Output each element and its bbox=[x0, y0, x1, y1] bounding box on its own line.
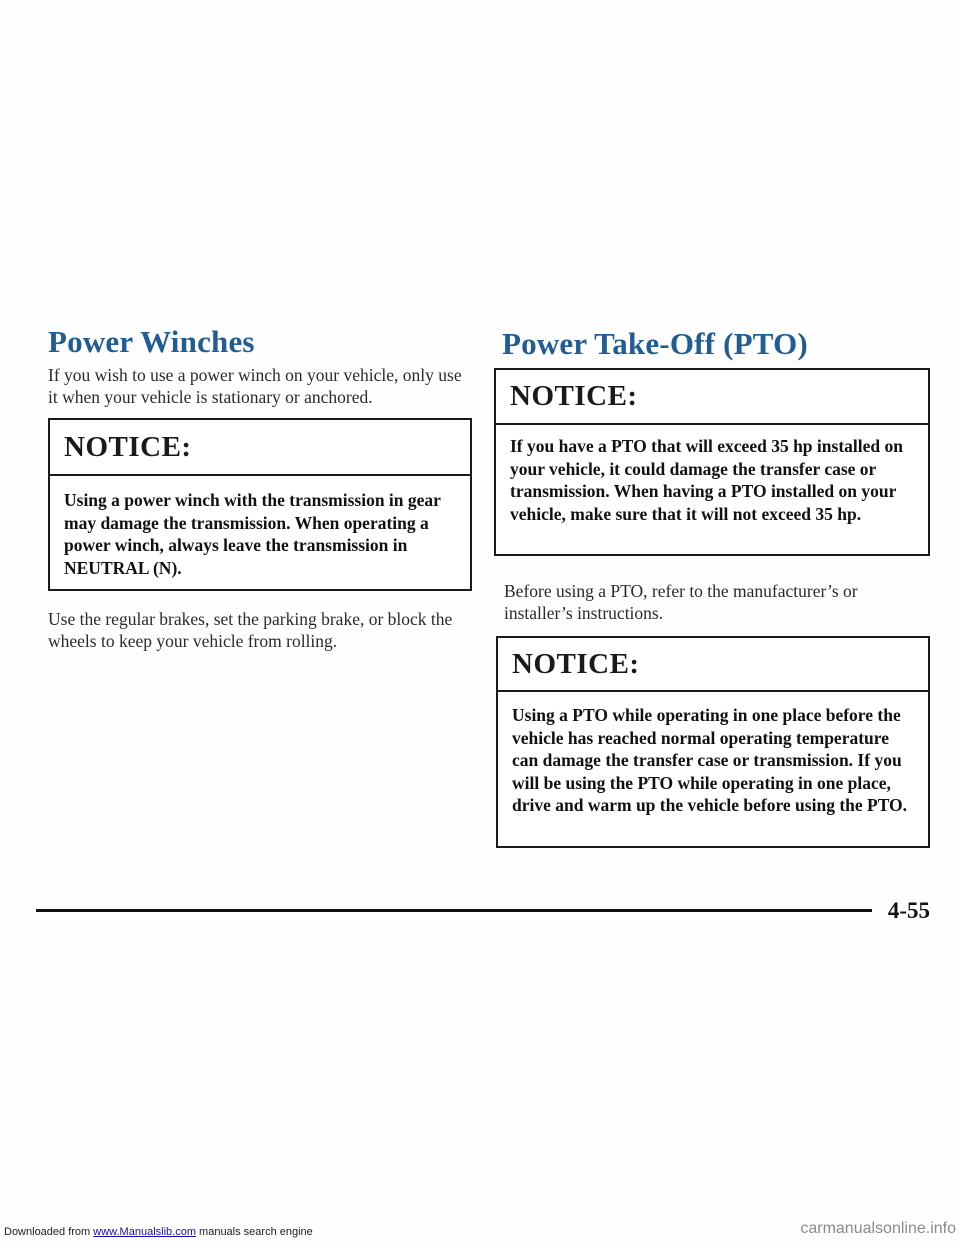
notice-body: Using a power winch with the transmission in gear may damage the transmission. When operating a power winch, always leave the transmission in NEUTRAL (N). bbox=[64, 490, 441, 578]
pto-notice-box-2 bbox=[496, 636, 930, 848]
power-winch-notice-box bbox=[48, 418, 472, 591]
page-number: 4-55 bbox=[887, 898, 930, 923]
download-suffix: manuals search engine bbox=[195, 1226, 313, 1238]
notice-body: Using a PTO while operating in one place before the vehicle has reached normal operating temperature can damage the transfer case or transmission. If you will be using the PTO while operating in one place, drive and warm up the vehicle before using the PTO. bbox=[512, 705, 908, 815]
footer-rule bbox=[36, 909, 872, 912]
power-winches-after-text: Use the regular brakes, set the parking brake, or block the wheels to keep your vehicle from rolling. bbox=[48, 609, 453, 651]
pto-middle-text: Before using a PTO, refer to the manufacturer’s or installer’s instructions. bbox=[504, 581, 858, 623]
right-column bbox=[502, 322, 932, 364]
manualslib-link[interactable]: www.Manualslib.com bbox=[93, 1226, 196, 1238]
power-winches-title: Power Winches bbox=[48, 324, 255, 359]
power-winches-intro: If you wish to use a power winch on your vehicle, only use it when your vehicle is stationary or anchored. bbox=[48, 365, 462, 407]
notice-body: If you have a PTO that will exceed 35 hp installed on your vehicle, it could damage the transfer case or transmission. When having a PTO installed on your vehicle, make sure that it will not exceed 35 hp. bbox=[510, 436, 903, 524]
watermark: carmanualsonline.info bbox=[800, 1220, 956, 1237]
pto-title: Power Take-Off (PTO) bbox=[502, 326, 808, 361]
notice-heading: NOTICE: bbox=[498, 638, 928, 692]
download-source-line bbox=[4, 1226, 313, 1238]
notice-heading: NOTICE: bbox=[50, 420, 470, 476]
download-prefix: Downloaded from bbox=[4, 1226, 94, 1238]
left-column bbox=[48, 322, 480, 407]
notice-heading: NOTICE: bbox=[496, 370, 928, 425]
pto-notice-box-1 bbox=[494, 368, 930, 556]
